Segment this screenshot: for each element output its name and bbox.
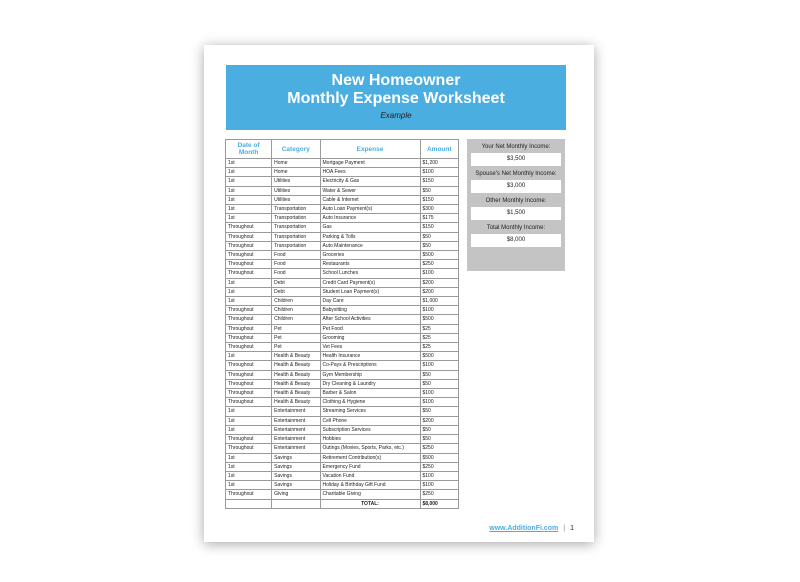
table-row — [226, 425, 459, 434]
total-cell-empty-1 — [226, 499, 272, 508]
cell-expense: Student Loan Payment(s) — [320, 287, 420, 296]
cell-date: Throughout — [226, 398, 272, 407]
cell-expense: Health Insurance — [320, 352, 420, 361]
table-row — [226, 205, 459, 214]
cell-category: Home — [272, 159, 320, 168]
cell-expense: Holiday & Birthday Gift Fund — [320, 481, 420, 490]
cell-category: Pet — [272, 333, 320, 342]
cell-date: Throughout — [226, 343, 272, 352]
income-block-other — [467, 197, 565, 220]
cell-expense: Co-Pays & Prescriptions — [320, 361, 420, 370]
cell-date: Throughout — [226, 389, 272, 398]
table-row — [226, 214, 459, 223]
cell-date: 1st — [226, 205, 272, 214]
header-date: Date of Month — [226, 140, 272, 159]
cell-date: 1st — [226, 278, 272, 287]
header-category: Category — [272, 140, 320, 159]
cell-amount: $25 — [420, 343, 459, 352]
table-row — [226, 260, 459, 269]
table-row — [226, 343, 459, 352]
cell-expense: Dry Cleaning & Laundry — [320, 379, 420, 388]
cell-amount: $100 — [420, 306, 459, 315]
cell-category: Children — [272, 315, 320, 324]
cell-amount: $100 — [420, 168, 459, 177]
total-row — [226, 499, 459, 508]
cell-date: 1st — [226, 471, 272, 480]
total-cell-empty-2 — [272, 499, 320, 508]
cell-expense: After School Activities — [320, 315, 420, 324]
cell-category: Utilities — [272, 177, 320, 186]
cell-amount: $250 — [420, 444, 459, 453]
cell-expense: Vacation Fund — [320, 471, 420, 480]
table-row — [226, 232, 459, 241]
cell-amount: $250 — [420, 490, 459, 499]
income-block-spouse — [467, 170, 565, 193]
cell-amount: $500 — [420, 352, 459, 361]
income-value: $1,500 — [471, 207, 561, 220]
cell-expense: Auto Maintenance — [320, 241, 420, 250]
cell-amount: $300 — [420, 205, 459, 214]
cell-expense: Cable & Internet — [320, 195, 420, 204]
table-row — [226, 287, 459, 296]
income-label: Total Monthly Income: — [486, 225, 546, 231]
cell-expense: Water & Sewer — [320, 186, 420, 195]
cell-date: 1st — [226, 186, 272, 195]
cell-amount: $25 — [420, 333, 459, 342]
cell-category: Debt — [272, 287, 320, 296]
cell-category: Debt — [272, 278, 320, 287]
cell-category: Transportation — [272, 214, 320, 223]
cell-amount: $500 — [420, 315, 459, 324]
table-row — [226, 416, 459, 425]
income-label: Your Net Monthly Income: — [481, 144, 551, 150]
worksheet-page — [204, 45, 594, 542]
income-block-yours — [467, 143, 565, 166]
cell-amount: $175 — [420, 214, 459, 223]
table-row — [226, 333, 459, 342]
cell-category: Transportation — [272, 241, 320, 250]
cell-category: Giving — [272, 490, 320, 499]
cell-date: Throughout — [226, 241, 272, 250]
table-row — [226, 481, 459, 490]
cell-category: Savings — [272, 453, 320, 462]
cell-amount: $1,200 — [420, 159, 459, 168]
income-label: Other Monthly Income: — [485, 198, 547, 204]
cell-amount: $50 — [420, 232, 459, 241]
income-block-total — [467, 224, 565, 247]
cell-category: Transportation — [272, 205, 320, 214]
income-panel — [467, 139, 565, 271]
cell-category: Utilities — [272, 195, 320, 204]
table-header-row — [226, 140, 459, 159]
website-link[interactable]: www.AdditionFi.com — [489, 525, 559, 532]
cell-amount: $250 — [420, 260, 459, 269]
cell-expense: HOA Fees — [320, 168, 420, 177]
table-row — [226, 251, 459, 260]
cell-date: 1st — [226, 462, 272, 471]
cell-expense: Day Care — [320, 297, 420, 306]
cell-amount: $50 — [420, 370, 459, 379]
cell-expense: Streaming Services — [320, 407, 420, 416]
cell-date: Throughout — [226, 333, 272, 342]
cell-date: 1st — [226, 453, 272, 462]
cell-date: Throughout — [226, 435, 272, 444]
cell-date: Throughout — [226, 490, 272, 499]
footer-separator: | — [563, 525, 566, 532]
cell-date: 1st — [226, 352, 272, 361]
cell-amount: $100 — [420, 389, 459, 398]
table-row — [226, 444, 459, 453]
cell-category: Food — [272, 260, 320, 269]
cell-category: Health & Beauty — [272, 370, 320, 379]
page-number: 1 — [570, 525, 574, 532]
cell-amount: $100 — [420, 398, 459, 407]
table-row — [226, 407, 459, 416]
cell-amount: $150 — [420, 177, 459, 186]
table-row — [226, 297, 459, 306]
title-line-1: New Homeowner — [331, 72, 461, 89]
cell-amount: $50 — [420, 379, 459, 388]
table-row — [226, 315, 459, 324]
cell-expense: Grooming — [320, 333, 420, 342]
cell-expense: Parking & Tolls — [320, 232, 420, 241]
table-row — [226, 324, 459, 333]
cell-amount: $50 — [420, 425, 459, 434]
header-expense: Expense — [320, 140, 420, 159]
income-label: Spouse's Net Monthly Income: — [475, 171, 557, 177]
table-row — [226, 168, 459, 177]
page-footer — [489, 525, 574, 532]
table-row — [226, 379, 459, 388]
table-row — [226, 241, 459, 250]
cell-amount: $50 — [420, 241, 459, 250]
cell-expense: School Lunches — [320, 269, 420, 278]
table-row — [226, 389, 459, 398]
cell-date: Throughout — [226, 223, 272, 232]
cell-expense: Emergency Fund — [320, 462, 420, 471]
cell-expense: Auto Loan Payment(s) — [320, 205, 420, 214]
cell-amount: $250 — [420, 462, 459, 471]
table-row — [226, 278, 459, 287]
cell-date: Throughout — [226, 379, 272, 388]
cell-category: Transportation — [272, 223, 320, 232]
cell-amount: $200 — [420, 416, 459, 425]
cell-amount: $100 — [420, 269, 459, 278]
cell-expense: Gym Membership — [320, 370, 420, 379]
cell-category: Children — [272, 306, 320, 315]
cell-category: Savings — [272, 462, 320, 471]
cell-expense: Auto Insurance — [320, 214, 420, 223]
table-row — [226, 186, 459, 195]
cell-category: Food — [272, 269, 320, 278]
cell-category: Entertainment — [272, 444, 320, 453]
cell-amount: $25 — [420, 324, 459, 333]
table-row — [226, 306, 459, 315]
cell-category: Pet — [272, 324, 320, 333]
cell-amount: $50 — [420, 407, 459, 416]
cell-date: Throughout — [226, 370, 272, 379]
cell-amount: $150 — [420, 223, 459, 232]
cell-expense: Barber & Salon — [320, 389, 420, 398]
cell-category: Children — [272, 297, 320, 306]
header-amount: Amount — [420, 140, 459, 159]
cell-expense: Electricity & Gas — [320, 177, 420, 186]
title-banner — [226, 65, 566, 130]
cell-category: Savings — [272, 481, 320, 490]
table-row — [226, 435, 459, 444]
cell-date: 1st — [226, 195, 272, 204]
cell-date: Throughout — [226, 315, 272, 324]
cell-date: Throughout — [226, 260, 272, 269]
cell-date: 1st — [226, 425, 272, 434]
table-row — [226, 159, 459, 168]
cell-category: Savings — [272, 471, 320, 480]
subtitle: Example — [380, 111, 412, 120]
cell-amount: $50 — [420, 435, 459, 444]
table-row — [226, 177, 459, 186]
cell-expense: Charitable Giving — [320, 490, 420, 499]
cell-date: Throughout — [226, 269, 272, 278]
table-row — [226, 462, 459, 471]
table-row — [226, 490, 459, 499]
cell-date: Throughout — [226, 251, 272, 260]
cell-expense: Pet Food — [320, 324, 420, 333]
cell-date: 1st — [226, 407, 272, 416]
cell-category: Entertainment — [272, 425, 320, 434]
cell-amount: $100 — [420, 361, 459, 370]
cell-date: 1st — [226, 481, 272, 490]
cell-date: Throughout — [226, 444, 272, 453]
cell-date: Throughout — [226, 324, 272, 333]
cell-category: Health & Beauty — [272, 398, 320, 407]
cell-category: Entertainment — [272, 435, 320, 444]
cell-expense: Retirement Contribution(s) — [320, 453, 420, 462]
income-value: $3,500 — [471, 153, 561, 166]
cell-expense: Credit Card Payment(s) — [320, 278, 420, 287]
cell-category: Food — [272, 251, 320, 260]
cell-category: Health & Beauty — [272, 361, 320, 370]
cell-date: 1st — [226, 287, 272, 296]
cell-amount: $50 — [420, 186, 459, 195]
table-row — [226, 269, 459, 278]
income-value: $8,000 — [471, 234, 561, 247]
title-line-2: Monthly Expense Worksheet — [287, 90, 505, 107]
cell-amount: $100 — [420, 471, 459, 480]
cell-amount: $500 — [420, 251, 459, 260]
table-row — [226, 453, 459, 462]
cell-amount: $200 — [420, 287, 459, 296]
cell-date: 1st — [226, 214, 272, 223]
cell-expense: Cell Phone — [320, 416, 420, 425]
cell-date: 1st — [226, 168, 272, 177]
cell-amount: $200 — [420, 278, 459, 287]
table-row — [226, 352, 459, 361]
cell-date: Throughout — [226, 361, 272, 370]
cell-expense: Outings (Movies, Sports, Parks, etc.) — [320, 444, 420, 453]
cell-amount: $500 — [420, 453, 459, 462]
table-body — [226, 159, 459, 500]
cell-expense: Vet Fees — [320, 343, 420, 352]
cell-amount: $150 — [420, 195, 459, 204]
cell-category: Health & Beauty — [272, 379, 320, 388]
expense-table — [225, 139, 459, 509]
cell-category: Health & Beauty — [272, 352, 320, 361]
cell-expense: Mortgage Payment — [320, 159, 420, 168]
cell-amount: $1,000 — [420, 297, 459, 306]
cell-expense: Babysitting — [320, 306, 420, 315]
table-row — [226, 471, 459, 480]
cell-date: Throughout — [226, 306, 272, 315]
cell-category: Utilities — [272, 186, 320, 195]
cell-category: Transportation — [272, 232, 320, 241]
table-row — [226, 361, 459, 370]
cell-date: Throughout — [226, 232, 272, 241]
cell-expense: Groceries — [320, 251, 420, 260]
cell-category: Pet — [272, 343, 320, 352]
cell-expense: Restaurants — [320, 260, 420, 269]
cell-category: Health & Beauty — [272, 389, 320, 398]
cell-expense: Clothing & Hygiene — [320, 398, 420, 407]
cell-amount: $100 — [420, 481, 459, 490]
cell-expense: Hobbies — [320, 435, 420, 444]
cell-date: 1st — [226, 297, 272, 306]
cell-expense: Gas — [320, 223, 420, 232]
cell-expense: Subscription Services — [320, 425, 420, 434]
income-value: $3,000 — [471, 180, 561, 193]
total-value: $8,000 — [420, 499, 459, 508]
cell-category: Entertainment — [272, 416, 320, 425]
table-row — [226, 223, 459, 232]
total-label: TOTAL: — [320, 499, 420, 508]
table-row — [226, 370, 459, 379]
cell-date: 1st — [226, 177, 272, 186]
cell-date: 1st — [226, 416, 272, 425]
cell-category: Entertainment — [272, 407, 320, 416]
cell-category: Home — [272, 168, 320, 177]
table-row — [226, 195, 459, 204]
table-row — [226, 398, 459, 407]
cell-date: 1st — [226, 159, 272, 168]
